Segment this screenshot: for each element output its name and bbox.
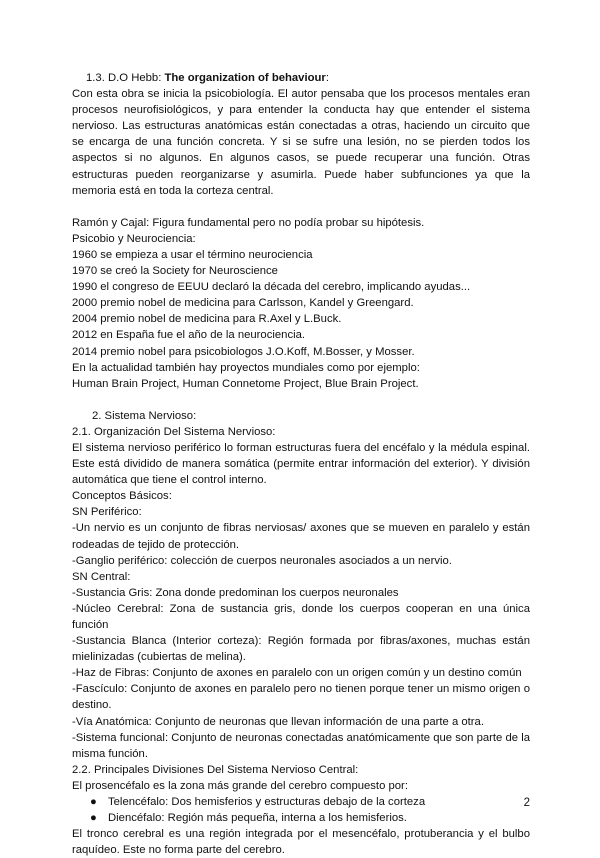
tronco-paragraph: El tronco cerebral es una región integrada por el mesencéfalo, protuberancia y el bulbo raquídeo. Este no forma parte del cerebro. xyxy=(72,828,530,857)
history-line: 1960 se empieza a usar el término neurociencia xyxy=(72,248,313,261)
bullet-icon: ● xyxy=(90,796,97,809)
document-page xyxy=(72,70,530,858)
bullet-item: ● Diencéfalo: Región más pequeña, interna a los hemisferios. xyxy=(72,810,530,826)
history-line: 2004 premio nobel de medicina para R.Axel y L.Buck. xyxy=(72,313,342,326)
central-item: -Vía Anatómica: Conjunto de neuronas que llevan información de una parte a otra. xyxy=(72,715,484,728)
history-line: Psicobio y Neurociencia: xyxy=(72,232,196,245)
history-line: 2012 en España fue el año de la neurociencia. xyxy=(72,329,306,342)
section-2-1-heading: 2.1. Organización Del Sistema Nervioso: xyxy=(72,425,276,438)
central-item: -Sustancia Blanca (Interior corteza): Región formada por fibras/axones, muchas están mielinizadas (cubiertas de melina). xyxy=(72,635,530,664)
conceptos-heading: Conceptos Básicos: xyxy=(72,490,172,503)
hebb-paragraph: Con esta obra se inicia la psicobiología. El autor pensaba que los procesos mentales eran procesos neurofisiológicos, y para entender la conducta hay que entender el sistema nervioso. Las estructuras anatómicas están conectadas a otras, haciendo un circuito que se encarga de una función concreta. Y si se sufre una lesión, no se pierden todos los aspectos si no algunos. En algunos casos, se puede recuperar una función. Otras estructuras pueden reorganizarse y asumirla. Puede haber subfunciones ya que la memoria está en toda la corteza central. xyxy=(72,88,530,197)
sn-periferico-heading: SN Periférico: xyxy=(72,506,142,519)
history-line: 2000 premio nobel de medicina para Carlsson, Kandel y Greengard. xyxy=(72,297,414,310)
bullet-icon: ● xyxy=(90,812,97,825)
central-item: -Haz de Fibras: Conjunto de axones en paralelo con un origen común y un destino común xyxy=(72,667,522,680)
section-1-3-heading: 1.3. D.O Hebb: The organization of behaviour: xyxy=(86,72,329,84)
central-item: -Núcleo Cerebral: Zona de sustancia gris, donde los cuerpos cooperan en una única función xyxy=(72,602,530,631)
history-line: Ramón y Cajal: Figura fundamental pero no podía probar su hipótesis. xyxy=(72,216,425,229)
page-number: 2 xyxy=(523,797,530,809)
history-line: En la actualidad también hay proyectos mundiales como por ejemplo: xyxy=(72,361,420,374)
organizacion-paragraph: El sistema nervioso periférico lo forman estructuras fuera del encéfalo y la médula espinal. Este está dividido de manera somática (permite entrar información del exterior). Y división automática que tiene el control interno. xyxy=(72,441,530,487)
periferico-item: -Un nervio es un conjunto de fibras nerviosas/ axones que se mueven en paralelo y están rodeadas de tejido de protección. xyxy=(72,522,530,551)
section-2-heading: 2. Sistema Nervioso: xyxy=(92,409,197,422)
central-item: -Fascículo: Conjunto de axones en paralelo pero no tienen porque tener un mismo origen o destino. xyxy=(72,683,530,712)
history-line: 2014 premio nobel para psicobiologos J.O.Koff, M.Bosser, y Mosser. xyxy=(72,345,415,358)
bullet-item: ● Telencéfalo: Dos hemisferios y estructuras debajo de la corteza xyxy=(72,794,530,810)
history-line: 1970 se creó la Society for Neuroscience xyxy=(72,265,278,278)
history-list xyxy=(72,215,530,392)
central-item: -Sistema funcional: Conjunto de neuronas conectadas anatómicamente que son parte de la misma función. xyxy=(72,731,530,760)
sn-central-heading: SN Central: xyxy=(72,570,131,583)
periferico-item: -Ganglio periférico: colección de cuerpos neuronales asociados a un nervio. xyxy=(72,554,452,567)
history-line: 1990 el congreso de EEUU declaró la década del cerebro, implicando ayudas... xyxy=(72,281,471,294)
history-line: Human Brain Project, Human Connetome Project, Blue Brain Project. xyxy=(72,377,419,390)
section-2-2-heading: 2.2. Principales Divisiones Del Sistema Nervioso Central: xyxy=(72,763,359,776)
book-title: The organization of behaviour xyxy=(164,72,326,84)
prosencefalo-line: El prosencéfalo es la zona más grande del cerebro compuesto por: xyxy=(72,779,408,792)
central-item: -Sustancia Gris: Zona donde predominan los cuerpos neuronales xyxy=(72,586,399,599)
